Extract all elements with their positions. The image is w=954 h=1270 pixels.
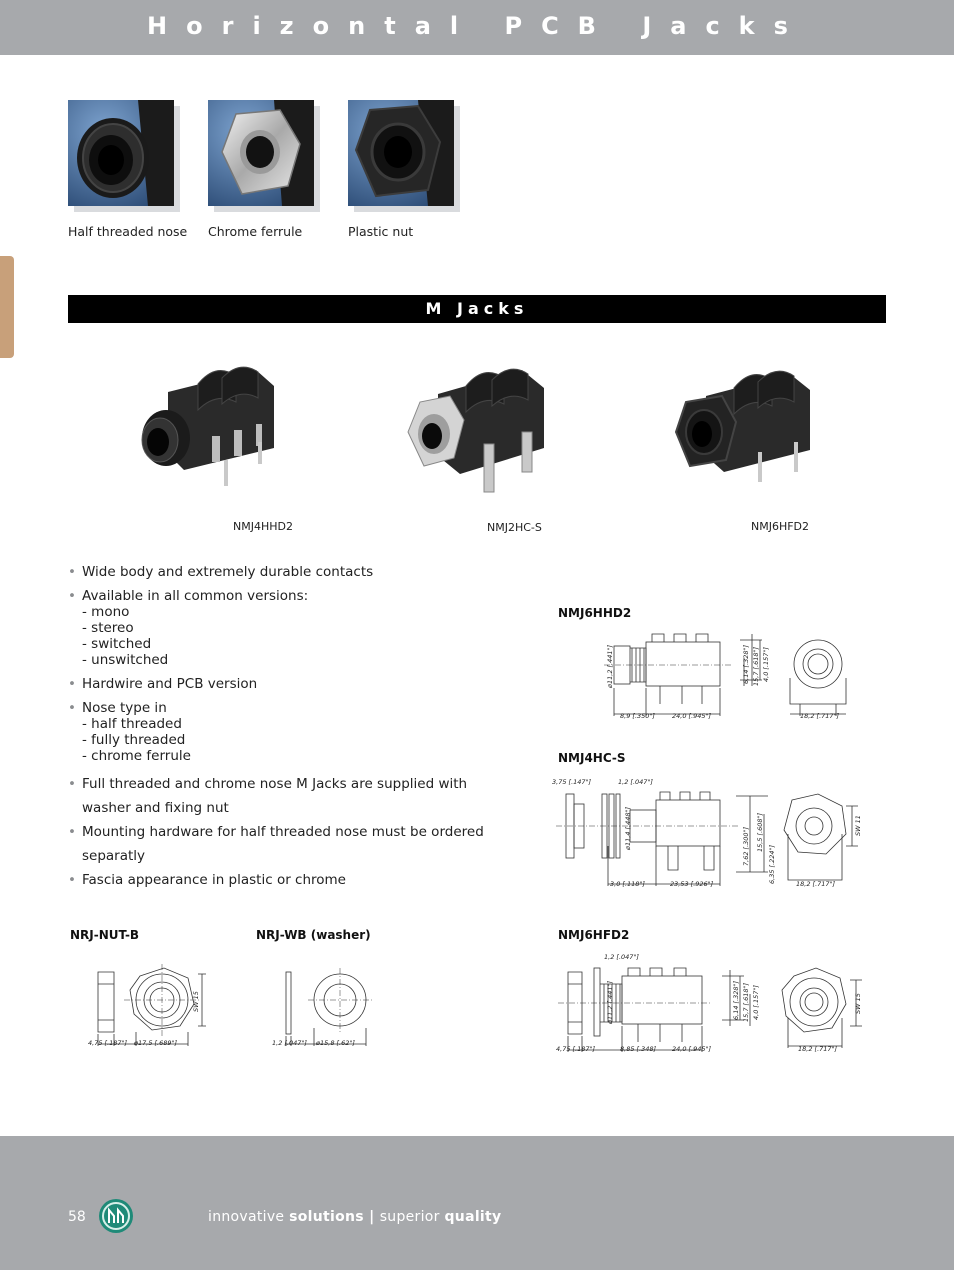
product-label-nmj2hc-s: NMJ2HC-S: [487, 521, 542, 534]
dim-label: ø15,8 [.62"]: [316, 1039, 355, 1047]
dim-label: 7,62 [.300"]: [742, 826, 750, 866]
dim-label: SW 15: [192, 991, 200, 1012]
dim-label: 6,35 [.224"]: [768, 844, 776, 884]
dim-label: ø11,2 [.441"]: [606, 980, 614, 1024]
diagram-title-nrj-nut-b: NRJ-NUT-B: [70, 928, 140, 942]
footer-tagline: innovative solutions | superior quality: [208, 1209, 502, 1225]
drawing-nrj-wb: [270, 960, 380, 1056]
dim-label: 15,7 [.618"]: [752, 646, 760, 686]
feature-item: • Full threaded and chrome nose M Jacks are supplied with washer and fixing nut: [68, 772, 488, 820]
dim-label: ø11,4 [.448"]: [624, 806, 632, 850]
half-threaded-nose-caption: Half threaded nose: [68, 224, 188, 239]
section-title: M Jacks: [425, 299, 529, 318]
page-number: 58: [68, 1209, 86, 1225]
feature-item: • Fascia appearance in plastic or chrome: [68, 868, 488, 892]
dim-label: 18,2 [.717"]: [800, 712, 840, 720]
bullet-icon: •: [68, 564, 76, 580]
dim-label: ø17,5 [.689"]: [134, 1039, 178, 1047]
dim-label: 1,2 [.047"]: [272, 1039, 307, 1047]
drawing-nmj6hhd2: [590, 630, 860, 726]
dim-label: 8,85 [.348]: [620, 1045, 657, 1053]
plastic-nut-photo: [348, 100, 454, 206]
diagram-title-nmj6hfd2: NMJ6HFD2: [558, 928, 630, 942]
dim-label: 18,2 [.717"]: [796, 880, 836, 888]
page-header: [0, 0, 954, 55]
feature-item: • Wide body and extremely durable contacts: [68, 564, 374, 580]
dim-label: SW 11: [854, 815, 862, 836]
nmj4hhd2-photo: [138, 362, 278, 494]
dim-label: 1,2 [.047"]: [618, 778, 653, 786]
dim-label: 6,14 [.328"]: [742, 644, 750, 684]
half-threaded-nose-photo: [68, 100, 174, 206]
chrome-ferrule-photo: [208, 100, 314, 206]
dim-label: 3,0 [.118"]: [610, 880, 645, 888]
bullet-icon: •: [68, 588, 76, 604]
feature-list: [68, 564, 488, 892]
bullet-icon: •: [68, 700, 76, 716]
brand-logo-icon: [98, 1198, 134, 1238]
product-label-nmj6hfd2: NMJ6HFD2: [751, 520, 810, 533]
chrome-ferrule-caption: Chrome ferrule: [208, 224, 303, 239]
bullet-icon: •: [68, 676, 76, 692]
drawing-nmj6hfd2: [554, 950, 864, 1062]
page-footer: [0, 1136, 954, 1270]
dim-label: 1,2 [.047"]: [604, 953, 639, 961]
dim-label: 3,75 [.147"]: [552, 778, 592, 786]
dim-label: 24,0 [.945"]: [672, 1045, 712, 1053]
dim-label: 18,2 [.717"]: [798, 1045, 838, 1053]
section-header: [68, 295, 886, 323]
bullet-icon: •: [68, 776, 76, 792]
bullet-icon: •: [68, 824, 76, 840]
dim-label: 15,7 [.618"]: [742, 982, 750, 1022]
dim-label: 6,14 [.328"]: [732, 980, 740, 1020]
drawing-nrj-nut-b: [84, 960, 214, 1056]
diagram-title-nrj-wb: NRJ-WB (washer): [256, 928, 371, 942]
dim-label: 4,75 [.187"]: [88, 1039, 128, 1047]
diagram-title-nmj6hhd2: NMJ6HHD2: [558, 606, 632, 620]
dim-label: 4,0 [.157"]: [752, 985, 760, 1020]
feature-item: • Hardwire and PCB version: [68, 676, 258, 692]
plastic-nut-caption: Plastic nut: [348, 224, 414, 239]
nmj2hc-s-photo: [404, 362, 554, 506]
nmj6hfd2-photo: [672, 366, 822, 494]
diagram-title-nmj4hc-s: NMJ4HC-S: [558, 751, 626, 765]
page-title: Horizontal PCB Jacks: [147, 12, 807, 40]
dim-label: ø11,2 [.441"]: [606, 644, 614, 688]
bullet-icon: •: [68, 872, 76, 888]
dim-label: 4,75 [.187"]: [556, 1045, 596, 1053]
dim-label: SW 15: [854, 993, 862, 1014]
feature-item: • Available in all common versions: - mono - stereo - switched - unswitched: [68, 588, 309, 668]
section-tab: [0, 256, 14, 358]
feature-item: • Mounting hardware for half threaded nose must be ordered separatly: [68, 820, 488, 868]
dim-label: 15,5 [.608"]: [756, 812, 764, 852]
drawing-nmj4hc-s: [550, 774, 864, 896]
dim-label: 23,53 [.926"]: [670, 880, 714, 888]
feature-item: • Nose type in - half threaded - fully threaded - chrome ferrule: [68, 700, 191, 764]
dim-label: 4,0 [.157"]: [762, 647, 770, 682]
dim-label: 24,0 [.945"]: [672, 712, 712, 720]
dim-label: 8,9 [.350"]: [620, 712, 655, 720]
product-label-nmj4hhd2: NMJ4HHD2: [233, 520, 293, 533]
